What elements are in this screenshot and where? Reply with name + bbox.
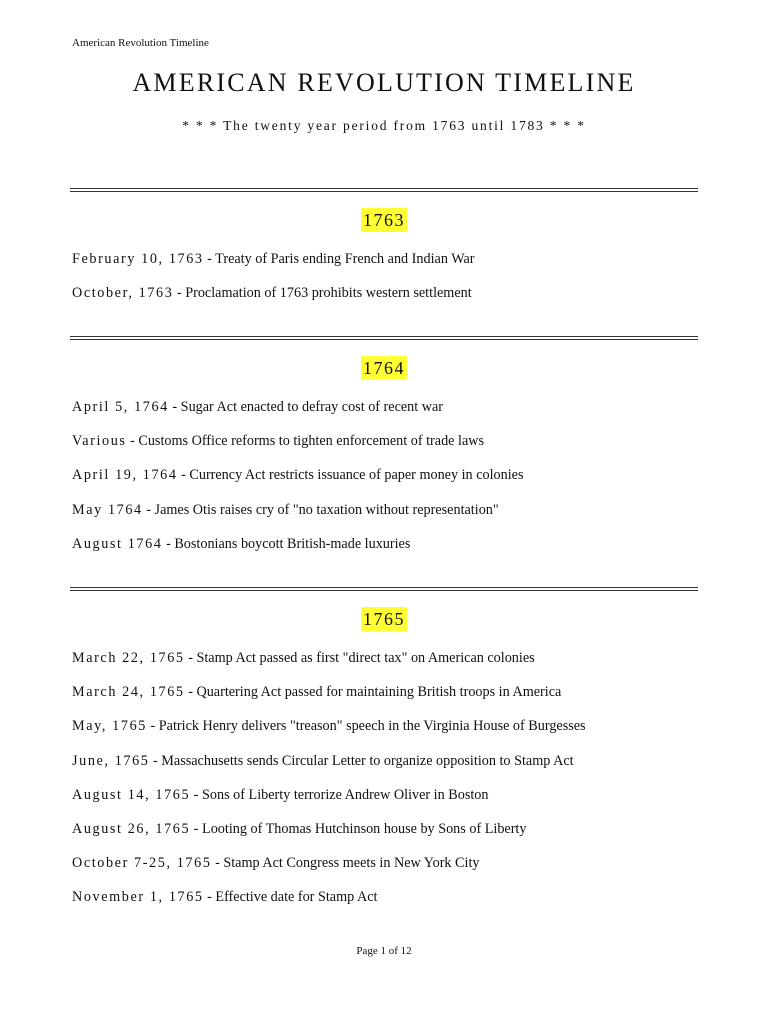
entry-date: October 7-25, 1765 (72, 855, 212, 872)
section-divider (70, 336, 698, 340)
entry-date: May 1764 (72, 501, 143, 518)
timeline-entry (70, 846, 698, 880)
entry-text: - Quartering Act passed for maintaining British troops in America (184, 684, 562, 701)
year-section-1765 (70, 587, 698, 915)
entry-text: - Stamp Act passed as first "direct tax" on American colonies (184, 650, 535, 666)
section-divider (70, 587, 698, 591)
timeline-entry (70, 458, 698, 492)
entry-text: - Patrick Henry delivers "treason" speech in the Virginia House of Burgesses (146, 718, 586, 735)
year-heading: 1763 (363, 210, 405, 230)
entry-date: Various (72, 433, 127, 450)
timeline-entry (70, 778, 698, 812)
entry-text: - Customs Office reforms to tighten enforcement of trade laws (126, 433, 485, 450)
entry-date: February 10, 1763 (72, 251, 204, 267)
entry-text: - Effective date for Stamp Act (203, 889, 378, 906)
timeline-entry (70, 812, 698, 846)
timeline-entry (70, 641, 698, 675)
entry-date: August 26, 1765 (72, 821, 191, 838)
timeline-entry (70, 242, 698, 276)
entry-list (70, 641, 698, 915)
timeline-entry (70, 744, 698, 778)
entry-text: - Looting of Thomas Hutchinson house by Sons of Liberty (190, 821, 527, 838)
entry-date: April 19, 1764 (72, 467, 178, 484)
entry-text: - Massachusetts sends Circular Letter to organize opposition to Stamp Act (149, 752, 574, 769)
document-title: AMERICAN REVOLUTION TIMELINE (132, 68, 636, 97)
entry-date: November 1, 1765 (72, 889, 204, 906)
year-section-1763 (70, 188, 698, 310)
entry-text: - Stamp Act Congress meets in New York City (211, 855, 480, 872)
document-subtitle: * * * The twenty year period from 1763 until 1783 * * * (182, 118, 586, 133)
entry-list (70, 390, 698, 561)
entry-text: - Sons of Liberty terrorize Andrew Oliver in Boston (190, 786, 489, 803)
year-section-1764 (70, 336, 698, 561)
entry-text: - Bostonians boycott British-made luxuries (162, 535, 411, 552)
entry-date: May, 1765 (72, 718, 147, 735)
entry-date: June, 1765 (72, 752, 150, 769)
running-header: American Revolution Timeline (72, 37, 209, 49)
section-divider (70, 188, 698, 192)
timeline-entry (70, 709, 698, 743)
entry-date: March 24, 1765 (72, 684, 185, 701)
timeline-entry (70, 527, 698, 561)
page-number: Page 1 of 12 (356, 945, 412, 957)
timeline-entry (70, 675, 698, 709)
entry-text: - Currency Act restricts issuance of paper money in colonies (177, 467, 524, 484)
entry-date: August 1764 (72, 535, 163, 552)
year-heading: 1765 (363, 609, 405, 629)
timeline-entry (70, 424, 698, 458)
entry-date: October, 1763 (72, 285, 174, 302)
year-heading: 1764 (363, 358, 405, 378)
entry-list (70, 242, 698, 310)
timeline-entry (70, 493, 698, 527)
timeline-entry (70, 390, 698, 424)
entry-date: April 5, 1764 (72, 399, 169, 415)
timeline-entry (70, 880, 698, 914)
entry-date: August 14, 1765 (72, 786, 191, 803)
entry-text: - Sugar Act enacted to defray cost of recent war (168, 399, 444, 415)
entry-date: March 22, 1765 (72, 650, 185, 666)
entry-text: - Treaty of Paris ending French and Indian War (203, 251, 475, 267)
timeline-entry (70, 276, 698, 310)
entry-text: - Proclamation of 1763 prohibits western settlement (173, 285, 472, 302)
entry-text: - James Otis raises cry of "no taxation without representation" (142, 501, 499, 518)
